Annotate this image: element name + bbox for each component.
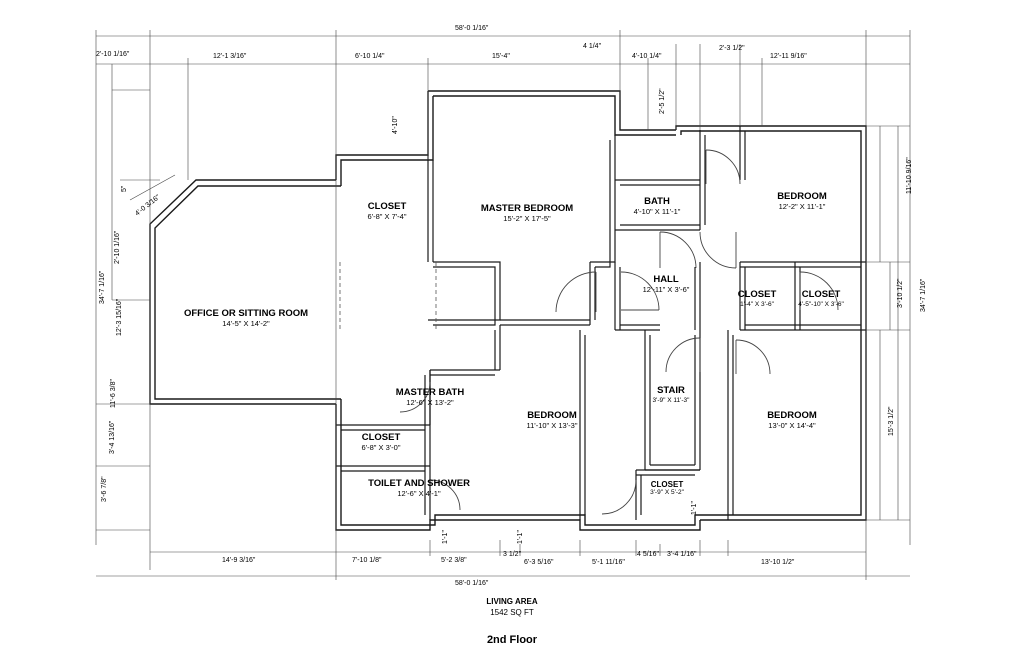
dimension-label: 4 5/16" bbox=[637, 551, 659, 558]
dimension-label: 2'-3 1/2" bbox=[719, 45, 745, 52]
dimension-label: 5" bbox=[121, 185, 128, 192]
dimension-label: 3'-4 1/16" bbox=[667, 551, 697, 558]
dimension-label: 6'-3 5/16" bbox=[524, 559, 554, 566]
room-label: CLOSET 4'-5"-10" X 3'-6" bbox=[798, 289, 844, 308]
room-label: HALL 12'-11" X 3'-6" bbox=[642, 274, 690, 294]
dimension-label: 1'-1" bbox=[691, 501, 698, 515]
dimension-label: 12'-3 15/16" bbox=[116, 298, 123, 336]
dimension-label: 2'-10 1/16" bbox=[96, 51, 130, 58]
room-label: MASTER BEDROOM 15'-2" X 17'-5" bbox=[480, 203, 574, 223]
dimension-label: 4 1/4" bbox=[583, 43, 602, 50]
dimension-label: 15'-4" bbox=[492, 53, 510, 60]
room-label: BATH 4'-10" X 11'-1" bbox=[633, 196, 681, 216]
room-label: CLOSET 3'-9" X 5'-2" bbox=[650, 480, 684, 497]
dimension-label: 14'-9 3/16" bbox=[222, 557, 256, 564]
living-area-label: LIVING AREA bbox=[486, 597, 538, 606]
dimension-label: 34'-7 1/16" bbox=[920, 278, 927, 312]
room-label: BEDROOM 11'-10" X 13'-3" bbox=[526, 410, 578, 430]
dimension-label: 11'-10 9/16" bbox=[906, 157, 913, 194]
room-label: OFFICE OR SITTING ROOM 14'-5" X 14'-2" bbox=[183, 308, 309, 328]
dimension-label: 5'-2 3/8" bbox=[441, 557, 467, 564]
room-label: CLOSET 6'-8" X 7'-4" bbox=[367, 201, 407, 221]
dimension-label: 34'-7 1/16" bbox=[99, 270, 106, 304]
dimension-label: 3'-10 1/2" bbox=[897, 278, 904, 308]
dimension-label: 6'-10 1/4" bbox=[355, 53, 385, 60]
dimension-label: 3 1/2" bbox=[503, 551, 522, 558]
dimension-label: 5'-1 11/16" bbox=[592, 559, 625, 566]
dimension-overall-top: 58'-0 1/16" bbox=[455, 25, 489, 32]
dimension-label: 1'-1" bbox=[517, 530, 524, 544]
dimension-label: 4'-0 3/16" bbox=[134, 193, 162, 218]
room-label: TOILET AND SHOWER 12'-6" X 4'-1" bbox=[368, 478, 470, 498]
dimension-label: 7'-10 1/8" bbox=[352, 557, 382, 564]
dimension-label: 12'-11 9/16" bbox=[770, 53, 807, 60]
room-label: CLOSET 6'-8" X 3'-0" bbox=[361, 432, 401, 452]
dimension-label: 11'-6 3/8" bbox=[110, 379, 117, 408]
dimension-label: 13'-10 1/2" bbox=[761, 559, 795, 566]
dimension-label: 1'-1" bbox=[442, 530, 449, 544]
room-label: STAIR 3'-9" X 11'-3" bbox=[652, 385, 690, 404]
dimension-label: 12'-1 3/16" bbox=[213, 53, 247, 60]
room-label: CLOSET 1'-4" X 3'-6" bbox=[737, 289, 777, 308]
dimension-label: 15'-3 1/2" bbox=[888, 406, 895, 436]
room-label: BEDROOM 13'-0" X 14'-4" bbox=[767, 410, 817, 430]
dimension-label: 3'-6 7/8" bbox=[101, 476, 108, 502]
room-label: MASTER BATH 12'-6" X 13'-2" bbox=[395, 387, 465, 407]
dimension-label: 3'-4 13/16" bbox=[109, 420, 116, 454]
dimension-label: 4'-10" bbox=[392, 116, 399, 134]
dimension-label: 4'-10 1/4" bbox=[632, 53, 662, 60]
dimension-overall-bottom: 58'-0 1/16" bbox=[455, 580, 489, 587]
dimension-label: 2'-10 1/16" bbox=[114, 230, 121, 264]
living-area-value: 1542 SQ FT bbox=[490, 608, 534, 617]
dimension-label: 2'-5 1/2" bbox=[659, 88, 666, 114]
drawing-title: 2nd Floor bbox=[486, 634, 538, 646]
room-label: BEDROOM 12'-2" X 11'-1" bbox=[777, 191, 827, 211]
